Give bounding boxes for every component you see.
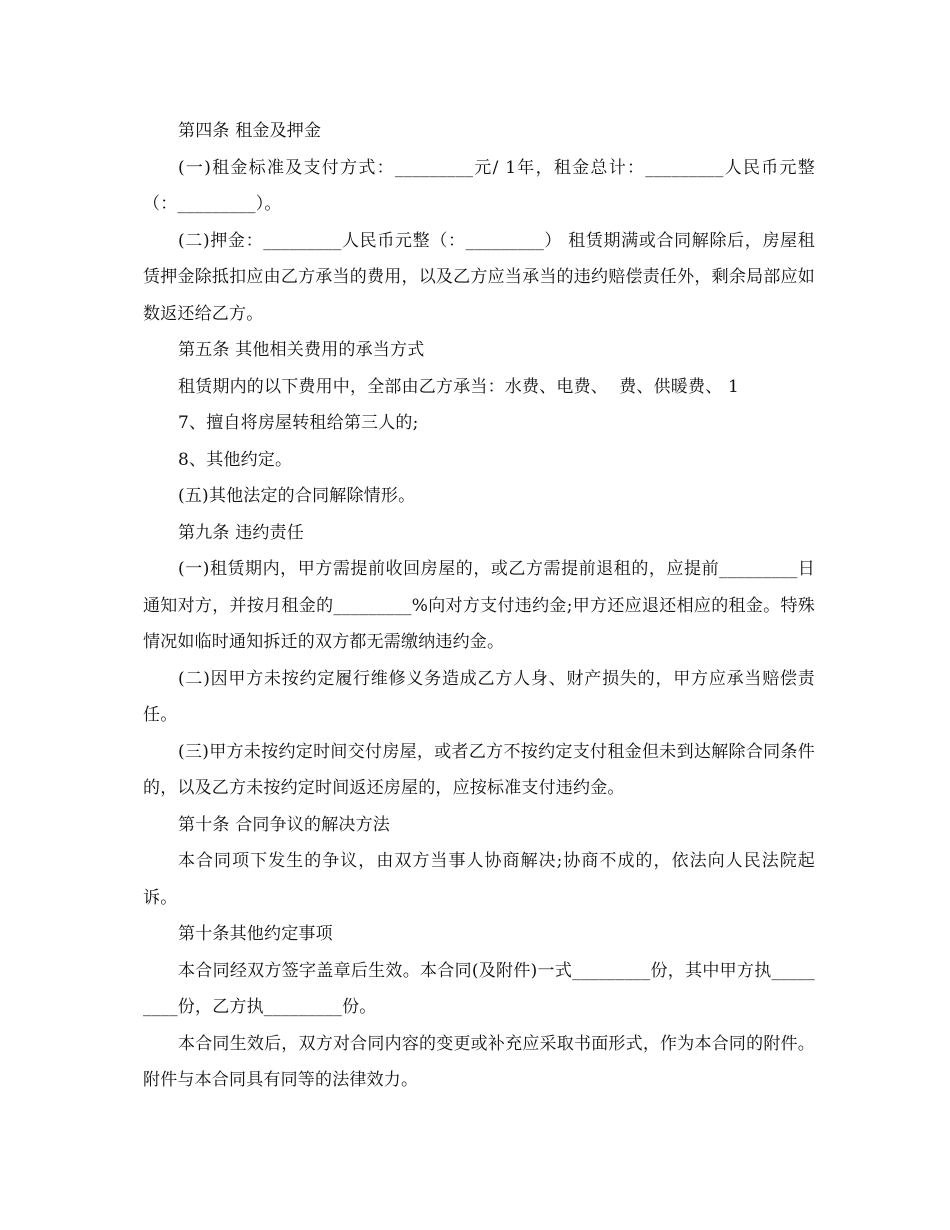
effectiveness-paragraph: 本合同经双方签字盖章后生效。本合同(及附件)一式_________份，其中甲方执_________份，乙方执_________份。: [143, 960, 815, 1017]
breach-clause-2: (二)因甲方未按约定履行维修义务造成乙方人身、财产损失的，甲方应承当赔偿责任。: [143, 668, 815, 725]
clause-5-paragraph: (五)其他法定的合同解除情形。: [178, 486, 416, 506]
article-9-heading: 第九条 违约责任: [178, 522, 305, 543]
article-5-heading: 第五条 其他相关费用的承当方式: [178, 340, 425, 360]
article-4-heading: 第四条 租金及押金: [178, 121, 322, 141]
deposit-paragraph: (二)押金：_________人民币元整（：_________） 租赁期满或合同解除后，房屋租赁押金除抵扣应由乙方承当的费用，以及乙方应当承当的违约赔偿责任外，剩余局部应如数返还给乙方。: [143, 230, 815, 324]
amendment-paragraph: 本合同生效后，双方对合同内容的变更或补充应采取书面形式，作为本合同的附件。附件与本合同具有同等的法律效力。: [143, 1033, 815, 1090]
dispute-paragraph: 本合同项下发生的争议，由双方当事人协商解决;协商不成的，依法向人民法院起诉。: [143, 851, 815, 908]
rent-standard-paragraph: (一)租金标准及支付方式：_________元/ 1年，租金总计：_________人民币元整（：_________）。: [143, 157, 815, 214]
other-matters-heading: 第十条其他约定事项: [178, 924, 333, 944]
item-8-paragraph: 8、其他约定。: [178, 449, 293, 470]
breach-clause-3: (三)甲方未按约定时间交付房屋，或者乙方不按约定支付租金但未到达解除合同条件的，以及乙方未按约定时间返还房屋的，应按标准支付违约金。: [143, 741, 815, 798]
item-7-paragraph: 7、擅自将房屋转租给第三人的;: [178, 413, 419, 433]
article-10-heading: 第十条 合同争议的解决方法: [178, 814, 391, 835]
expenses-paragraph: 租赁期内的以下费用中，全部由乙方承当：水费、电费、 费、供暖费、 1: [178, 376, 740, 397]
document-body: [143, 113, 815, 1099]
breach-clause-1: (一)租赁期内，甲方需提前收回房屋的，或乙方需提前退租的，应提前_________日通知对方，并按月租金的_________%向对方支付违约金;甲方还应退还相应的租金。特殊情况如临时通知拆迁的双方都无需缴纳违约金。: [143, 559, 815, 652]
